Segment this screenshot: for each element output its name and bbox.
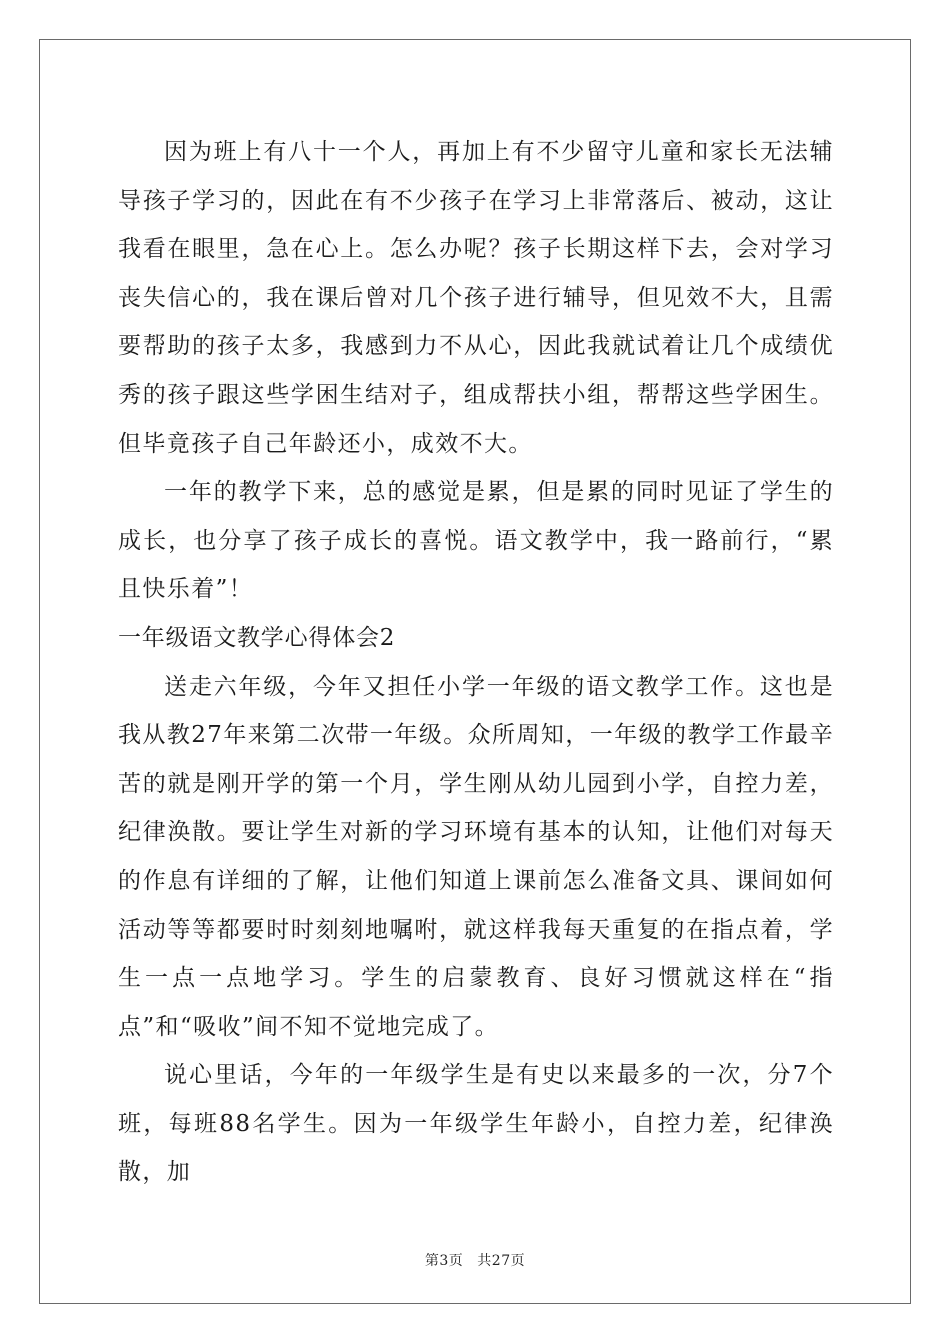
section-heading: 一年级语文教学心得体会2 xyxy=(118,624,396,651)
page-total: 共27页 xyxy=(477,1253,526,1269)
paragraph: 送走六年级，今年又担任小学一年级的语文教学工作。这也是我从教27年来第二次带一年级。众所周知，一年级的教学工作最辛苦的就是刚开学的第一个月，学生刚从幼儿园到小学，自控力差，纪律涣散。要让学生对新的学习环境有基本的认知，让他们对每天的作息有详细的了解，让他们知道上课前怎么准备文具、课间如何活动等等都要时时刻刻地嘱咐，就这样我每天重复的在指点着，学生一点一点地学习。学生的启蒙教育、良好习惯就这样在“指点”和“吸收”间不知不觉地完成了。 xyxy=(118,673,834,1040)
page-number: 第3页 xyxy=(424,1253,464,1269)
document-body xyxy=(118,128,834,1197)
paragraph: 说心里话，今年的一年级学生是有史以来最多的一次，分7个班，每班88名学生。因为一年级学生年龄小，自控力差，纪律涣散，加 xyxy=(118,1062,834,1186)
paragraph: 一年的教学下来，总的感觉是累，但是累的同时见证了学生的成长，也分享了孩子成长的喜悦。语文教学中，我一路前行，“累且快乐着”！ xyxy=(118,479,834,603)
paragraph: 因为班上有八十一个人，再加上有不少留守儿童和家长无法辅导孩子学习的，因此在有不少孩子在学习上非常落后、被动，这让我看在眼里，急在心上。怎么办呢？孩子长期这样下去，会对学习丧失信心的，我在课后曾对几个孩子进行辅导，但见效不大，且需要帮助的孩子太多，我感到力不从心，因此我就试着让几个成绩优秀的孩子跟这些学困生结对子，组成帮扶小组，帮帮这些学困生。但毕竟孩子自己年龄还小，成效不大。 xyxy=(118,139,834,457)
page-footer xyxy=(0,1250,950,1270)
